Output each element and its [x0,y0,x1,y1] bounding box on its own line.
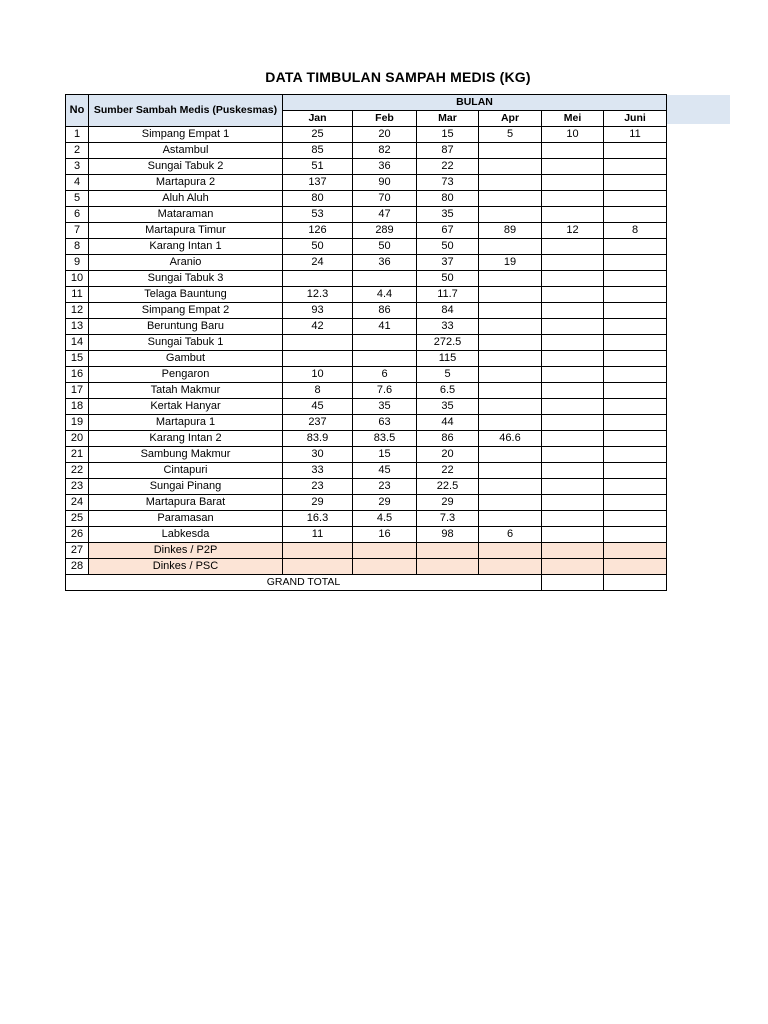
value-cell-mar[interactable]: 44 [417,415,479,431]
value-cell-feb[interactable]: 6 [353,367,417,383]
value-cell-feb[interactable]: 70 [353,191,417,207]
column-header-apr[interactable]: Apr [479,111,542,127]
value-cell-mar[interactable]: 5 [417,367,479,383]
value-cell-apr[interactable] [479,383,542,399]
value-cell-juni[interactable] [604,255,667,271]
value-cell-apr[interactable]: 46.6 [479,431,542,447]
value-cell-feb[interactable]: 90 [353,175,417,191]
table-row [66,335,667,351]
value-cell-feb[interactable]: 41 [353,319,417,335]
table-row [66,287,667,303]
table-row [66,175,667,191]
value-cell-feb[interactable] [353,543,417,559]
table-row [66,559,667,575]
value-cell-jan[interactable]: 10 [283,367,353,383]
value-cell-feb[interactable] [353,351,417,367]
grand-total-label: GRAND TOTAL [66,575,542,591]
row-number-cell[interactable]: 12 [66,303,89,319]
table-row [66,527,667,543]
value-cell-mar[interactable] [417,543,479,559]
value-cell-jan[interactable] [283,351,353,367]
row-number-cell[interactable]: 17 [66,383,89,399]
value-cell-jan[interactable] [283,543,353,559]
source-name-cell[interactable]: Sungai Tabuk 3 [89,271,283,287]
value-cell-feb[interactable]: 23 [353,479,417,495]
value-cell-apr[interactable] [479,319,542,335]
value-cell-mei[interactable] [542,559,604,575]
value-cell-jan[interactable]: 126 [283,223,353,239]
value-cell-mar[interactable] [417,559,479,575]
value-cell-jan[interactable]: 53 [283,207,353,223]
row-number-cell[interactable]: 22 [66,463,89,479]
source-name-cell[interactable]: Martapura 1 [89,415,283,431]
source-name-cell[interactable]: Martapura Timur [89,223,283,239]
value-cell-apr[interactable] [479,463,542,479]
value-cell-mar[interactable]: 80 [417,191,479,207]
value-cell-mei[interactable] [542,463,604,479]
grand-total-row [66,575,667,591]
value-cell-jan[interactable]: 237 [283,415,353,431]
value-cell-mei[interactable] [542,143,604,159]
value-cell-apr[interactable]: 5 [479,127,542,143]
row-number-cell[interactable]: 28 [66,559,89,575]
column-header-feb[interactable]: Feb [353,111,417,127]
row-number-cell[interactable]: 1 [66,127,89,143]
source-name-cell[interactable]: Simpang Empat 1 [89,127,283,143]
value-cell-jan[interactable]: 50 [283,239,353,255]
source-name-cell[interactable]: Beruntung Baru [89,319,283,335]
value-cell-apr[interactable] [479,287,542,303]
row-number-cell[interactable]: 15 [66,351,89,367]
value-cell-juni[interactable]: 11 [604,127,667,143]
table-row [66,351,667,367]
row-number-cell[interactable]: 26 [66,527,89,543]
value-cell-mei[interactable]: 12 [542,223,604,239]
value-cell-mar[interactable]: 115 [417,351,479,367]
value-cell-jan[interactable]: 93 [283,303,353,319]
table-row [66,431,667,447]
value-cell-apr[interactable] [479,367,542,383]
value-cell-feb[interactable]: 15 [353,447,417,463]
value-cell-mei[interactable] [542,271,604,287]
table-row [66,143,667,159]
value-cell-feb[interactable]: 35 [353,399,417,415]
source-name-cell[interactable]: Karang Intan 1 [89,239,283,255]
column-header-mei[interactable]: Mei [542,111,604,127]
row-number-cell[interactable]: 20 [66,431,89,447]
value-cell-mei[interactable] [542,367,604,383]
value-cell-feb[interactable] [353,559,417,575]
table-row [66,239,667,255]
value-cell-mar[interactable]: 86 [417,431,479,447]
waste-data-table [65,94,667,591]
value-cell-jan[interactable] [283,335,353,351]
value-cell-feb[interactable]: 289 [353,223,417,239]
column-header-bulan[interactable]: BULAN [283,95,667,111]
value-cell-juni[interactable] [604,159,667,175]
value-cell-juni[interactable] [604,431,667,447]
value-cell-juni[interactable] [604,367,667,383]
value-cell-mei[interactable] [542,543,604,559]
value-cell-mar[interactable]: 98 [417,527,479,543]
table-row [66,367,667,383]
value-cell-mar[interactable]: 22 [417,159,479,175]
value-cell-feb[interactable]: 86 [353,303,417,319]
value-cell-apr[interactable] [479,239,542,255]
value-cell-feb[interactable]: 50 [353,239,417,255]
row-number-cell[interactable]: 5 [66,191,89,207]
value-cell-mei[interactable] [542,415,604,431]
value-cell-mar[interactable]: 6.5 [417,383,479,399]
table-row [66,383,667,399]
row-number-cell[interactable]: 4 [66,175,89,191]
value-cell-mar[interactable]: 7.3 [417,511,479,527]
value-cell-jan[interactable]: 11 [283,527,353,543]
row-number-cell[interactable]: 14 [66,335,89,351]
row-number-cell[interactable]: 7 [66,223,89,239]
value-cell-juni[interactable] [604,383,667,399]
source-name-cell[interactable]: Telaga Bauntung [89,287,283,303]
table-row [66,463,667,479]
row-number-cell[interactable]: 16 [66,367,89,383]
column-header-no[interactable]: No [66,95,89,127]
source-name-cell[interactable]: Mataraman [89,207,283,223]
value-cell-mar[interactable]: 35 [417,399,479,415]
value-cell-mar[interactable]: 29 [417,495,479,511]
value-cell-mei[interactable] [542,239,604,255]
row-number-cell[interactable]: 11 [66,287,89,303]
table-row [66,543,667,559]
source-name-cell[interactable]: Sungai Tabuk 2 [89,159,283,175]
grand-total-cell[interactable] [542,575,604,591]
value-cell-jan[interactable]: 42 [283,319,353,335]
column-header-mar[interactable]: Mar [417,111,479,127]
value-cell-jan[interactable]: 83.9 [283,431,353,447]
column-header-jan[interactable]: Jan [283,111,353,127]
source-name-cell[interactable]: Martapura Barat [89,495,283,511]
value-cell-juni[interactable] [604,495,667,511]
value-cell-mei[interactable] [542,431,604,447]
value-cell-jan[interactable]: 24 [283,255,353,271]
value-cell-jan[interactable]: 23 [283,479,353,495]
source-name-cell[interactable]: Simpang Empat 2 [89,303,283,319]
value-cell-apr[interactable]: 6 [479,527,542,543]
value-cell-apr[interactable] [479,191,542,207]
value-cell-apr[interactable] [479,335,542,351]
row-number-cell[interactable]: 6 [66,207,89,223]
value-cell-mar[interactable]: 11.7 [417,287,479,303]
value-cell-apr[interactable] [479,479,542,495]
value-cell-mar[interactable]: 84 [417,303,479,319]
value-cell-feb[interactable]: 36 [353,159,417,175]
value-cell-mar[interactable]: 50 [417,239,479,255]
value-cell-mar[interactable]: 22 [417,463,479,479]
value-cell-juni[interactable] [604,511,667,527]
row-number-cell[interactable]: 23 [66,479,89,495]
source-name-cell[interactable]: Sungai Pinang [89,479,283,495]
value-cell-apr[interactable]: 89 [479,223,542,239]
row-number-cell[interactable]: 24 [66,495,89,511]
value-cell-jan[interactable]: 25 [283,127,353,143]
value-cell-apr[interactable]: 19 [479,255,542,271]
value-cell-juni[interactable] [604,479,667,495]
source-name-cell[interactable]: Martapura 2 [89,175,283,191]
value-cell-mar[interactable]: 33 [417,319,479,335]
source-name-cell[interactable]: Labkesda [89,527,283,543]
value-cell-juni[interactable]: 8 [604,223,667,239]
value-cell-apr[interactable] [479,511,542,527]
value-cell-jan[interactable]: 12.3 [283,287,353,303]
value-cell-jan[interactable]: 29 [283,495,353,511]
value-cell-jan[interactable]: 51 [283,159,353,175]
value-cell-juni[interactable] [604,239,667,255]
value-cell-apr[interactable] [479,399,542,415]
value-cell-feb[interactable]: 29 [353,495,417,511]
table-row [66,223,667,239]
source-name-cell[interactable]: Karang Intan 2 [89,431,283,447]
value-cell-mei[interactable] [542,255,604,271]
row-number-cell[interactable]: 25 [66,511,89,527]
table-row [66,159,667,175]
header-row-top [66,95,667,111]
value-cell-mar[interactable]: 22.5 [417,479,479,495]
value-cell-juni[interactable] [604,415,667,431]
value-cell-juni[interactable] [604,559,667,575]
source-name-cell[interactable]: Aranio [89,255,283,271]
value-cell-mei[interactable] [542,303,604,319]
value-cell-juni[interactable] [604,207,667,223]
value-cell-apr[interactable] [479,543,542,559]
source-name-cell[interactable]: Sungai Tabuk 1 [89,335,283,351]
value-cell-mei[interactable] [542,479,604,495]
value-cell-mei[interactable] [542,319,604,335]
value-cell-jan[interactable]: 45 [283,399,353,415]
value-cell-apr[interactable] [479,495,542,511]
source-name-cell[interactable]: Kertak Hanyar [89,399,283,415]
value-cell-feb[interactable]: 4.5 [353,511,417,527]
row-number-cell[interactable]: 19 [66,415,89,431]
value-cell-mar[interactable]: 35 [417,207,479,223]
source-name-cell[interactable]: Dinkes / PSC [89,559,283,575]
value-cell-apr[interactable] [479,559,542,575]
table-row [66,303,667,319]
source-name-cell[interactable]: Cintapuri [89,463,283,479]
source-name-cell[interactable]: Sambung Makmur [89,447,283,463]
table-row [66,399,667,415]
source-name-cell[interactable]: Dinkes / P2P [89,543,283,559]
table-row [66,319,667,335]
source-name-cell[interactable]: Gambut [89,351,283,367]
value-cell-mei[interactable] [542,207,604,223]
source-name-cell[interactable]: Astambul [89,143,283,159]
value-cell-apr[interactable] [479,303,542,319]
column-header-juni[interactable]: Juni [604,111,667,127]
table-body [66,127,667,575]
row-number-cell[interactable]: 21 [66,447,89,463]
row-number-cell[interactable]: 18 [66,399,89,415]
source-name-cell[interactable]: Pengaron [89,367,283,383]
value-cell-juni[interactable] [604,287,667,303]
value-cell-apr[interactable] [479,159,542,175]
value-cell-apr[interactable] [479,271,542,287]
value-cell-feb[interactable]: 20 [353,127,417,143]
value-cell-apr[interactable] [479,447,542,463]
value-cell-juni[interactable] [604,447,667,463]
source-name-cell[interactable]: Tatah Makmur [89,383,283,399]
value-cell-juni[interactable] [604,335,667,351]
value-cell-jan[interactable]: 8 [283,383,353,399]
source-name-cell[interactable]: Aluh Aluh [89,191,283,207]
value-cell-mei[interactable] [542,175,604,191]
value-cell-feb[interactable]: 82 [353,143,417,159]
value-cell-feb[interactable]: 4.4 [353,287,417,303]
value-cell-mei[interactable] [542,351,604,367]
table-row [66,447,667,463]
value-cell-jan[interactable]: 80 [283,191,353,207]
value-cell-mei[interactable] [542,383,604,399]
value-cell-mei[interactable] [542,399,604,415]
page-title: DATA TIMBULAN SAMPAH MEDIS (KG) [265,69,531,85]
row-number-cell[interactable]: 3 [66,159,89,175]
table-row [66,255,667,271]
value-cell-feb[interactable]: 16 [353,527,417,543]
value-cell-apr[interactable] [479,351,542,367]
value-cell-feb[interactable]: 63 [353,415,417,431]
value-cell-feb[interactable] [353,335,417,351]
table-row [66,415,667,431]
row-number-cell[interactable]: 27 [66,543,89,559]
row-number-cell[interactable]: 8 [66,239,89,255]
row-number-cell[interactable]: 10 [66,271,89,287]
value-cell-juni[interactable] [604,191,667,207]
row-number-cell[interactable]: 2 [66,143,89,159]
value-cell-juni[interactable] [604,271,667,287]
value-cell-jan[interactable] [283,559,353,575]
value-cell-jan[interactable]: 16.3 [283,511,353,527]
value-cell-mar[interactable]: 87 [417,143,479,159]
row-number-cell[interactable]: 9 [66,255,89,271]
value-cell-jan[interactable]: 33 [283,463,353,479]
row-number-cell[interactable]: 13 [66,319,89,335]
value-cell-apr[interactable] [479,207,542,223]
value-cell-apr[interactable] [479,143,542,159]
value-cell-juni[interactable] [604,351,667,367]
value-cell-mei[interactable]: 10 [542,127,604,143]
value-cell-apr[interactable] [479,415,542,431]
value-cell-jan[interactable]: 30 [283,447,353,463]
value-cell-juni[interactable] [604,319,667,335]
value-cell-mar[interactable]: 15 [417,127,479,143]
value-cell-mar[interactable]: 272.5 [417,335,479,351]
value-cell-apr[interactable] [479,175,542,191]
value-cell-feb[interactable]: 7.6 [353,383,417,399]
value-cell-mar[interactable]: 20 [417,447,479,463]
value-cell-mar[interactable]: 67 [417,223,479,239]
value-cell-juni[interactable] [604,143,667,159]
value-cell-feb[interactable]: 47 [353,207,417,223]
value-cell-mei[interactable] [542,159,604,175]
value-cell-mei[interactable] [542,191,604,207]
value-cell-feb[interactable]: 36 [353,255,417,271]
value-cell-feb[interactable]: 83.5 [353,431,417,447]
value-cell-mei[interactable] [542,527,604,543]
table-row [66,271,667,287]
value-cell-feb[interactable] [353,271,417,287]
value-cell-mei[interactable] [542,447,604,463]
value-cell-jan[interactable]: 137 [283,175,353,191]
value-cell-juni[interactable] [604,543,667,559]
table-row [66,479,667,495]
value-cell-jan[interactable]: 85 [283,143,353,159]
value-cell-mar[interactable]: 50 [417,271,479,287]
value-cell-juni[interactable] [604,399,667,415]
value-cell-mar[interactable]: 37 [417,255,479,271]
value-cell-mar[interactable]: 73 [417,175,479,191]
table-row [66,207,667,223]
value-cell-juni[interactable] [604,527,667,543]
column-header-source[interactable]: Sumber Sambah Medis (Puskesmas) [89,95,283,127]
value-cell-juni[interactable] [604,175,667,191]
value-cell-juni[interactable] [604,303,667,319]
value-cell-mei[interactable] [542,495,604,511]
table-row [66,495,667,511]
table-row [66,127,667,143]
table-row [66,191,667,207]
value-cell-jan[interactable] [283,271,353,287]
value-cell-feb[interactable]: 45 [353,463,417,479]
value-cell-juni[interactable] [604,463,667,479]
grand-total-cell[interactable] [604,575,667,591]
source-name-cell[interactable]: Paramasan [89,511,283,527]
value-cell-mei[interactable] [542,287,604,303]
value-cell-mei[interactable] [542,511,604,527]
table-row [66,511,667,527]
value-cell-mei[interactable] [542,335,604,351]
bulan-header-extension [666,95,730,124]
